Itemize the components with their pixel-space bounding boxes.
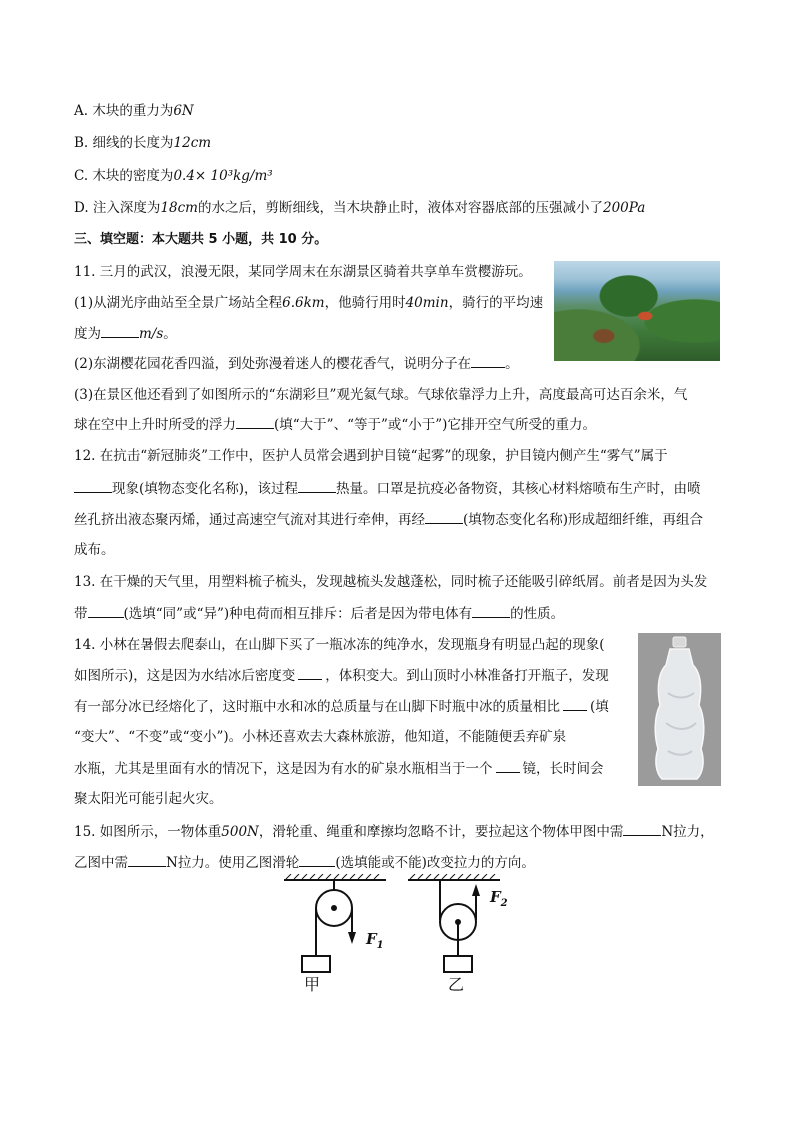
ceiling-right (408, 874, 500, 880)
answer-blank[interactable] (496, 758, 520, 773)
bottle-drawing (638, 633, 721, 786)
answer-blank[interactable] (298, 665, 322, 680)
section-heading: 三、填空题：本大题共 5 小题，共 10 分。 (74, 232, 328, 247)
lake-park-photo (554, 261, 720, 361)
q14-line2: 如图所示)，这是因为水结冰后密度变 ，体积变大。到山顶时小林准备打开瓶子，发现 (74, 665, 609, 686)
arrow-down-icon (348, 932, 356, 944)
q14-line4: “变大”、“不变”或“变小”)。小林还喜欢去大森林旅游，他知道，不能随便丢弃矿泉 (74, 729, 567, 745)
q11-part3: (3)在景区他还看到了如图所示的“东湖彩旦”观光氦气球。气球依靠浮力上升，高度最高可达百余米，气 (74, 387, 688, 403)
weight-block (444, 956, 472, 972)
math-value: 12cm (173, 135, 212, 151)
answer-blank[interactable] (88, 603, 124, 618)
label-jia: 甲 (304, 975, 321, 992)
pulley-figure (282, 874, 522, 992)
answer-blank[interactable] (101, 323, 139, 338)
q13-line2: 带 (选填“同”或“异”)种电荷而相互排斥：后者是因为带电体有 的性质。 (74, 603, 564, 624)
q11-part3-cont: 球在空中上升时所受的浮力 (填“大于”、“等于”或“小于”)它排开空气所受的重力。 (74, 414, 596, 435)
q11-stem: 11. 三月的武汉，浪漫无限，某同学周末在东湖景区骑着共享单车赏樱游玩。 (74, 264, 532, 280)
label-f1: $F_1$ (366, 930, 384, 951)
answer-blank[interactable] (425, 509, 463, 524)
q12-line2: 现象(填物态变化名称)，该过程 热量。口罩是抗疫必备物资，其核心材料熔喷布生产时，由喷 (74, 478, 701, 499)
q12-line1: 12. 在抗击“新冠肺炎”工作中，医护人员常会遇到护目镜“起雾”的现象，护目镜内侧产生“雾气”属于 (74, 448, 668, 464)
label-f2: $F_2$ (490, 888, 508, 909)
frozen-bottle-photo (638, 633, 721, 786)
q13-line1: 13. 在干燥的天气里，用塑料梳子梳头，发现越梳头发越蓬松，同时梳子还能吸引碎纸屑。前者是因为头发 (74, 574, 708, 590)
fixed-pulley (302, 880, 356, 972)
arrow-up-icon (472, 884, 480, 896)
q14-line3: 有一部分冰已经熔化了，这时瓶中水和冰的总质量与在山脚下时瓶中冰的质量相比 (填 (74, 696, 609, 717)
answer-blank[interactable] (472, 603, 510, 618)
q11-part1: (1)从湖光序曲站至全景广场站全程6.6km，他骑行用时40min，骑行的平均速 (74, 295, 544, 311)
option-c: C. 木块的密度为0.4× 10³kg/m³ (74, 168, 273, 184)
q14-line6: 聚太阳光可能引起火灾。 (74, 791, 223, 807)
label-yi: 乙 (448, 975, 465, 992)
math-value: 6N (173, 103, 194, 119)
movable-pulley (440, 880, 480, 972)
option-b: B. 细线的长度为12cm (74, 135, 212, 151)
option-a: A. 木块的重力为6N (74, 103, 194, 119)
answer-blank[interactable] (299, 852, 335, 867)
q12-line3: 丝孔挤出液态聚丙烯，通过高速空气流对其进行牵伸，再经 (填物态变化名称)形成超细纤维，再组合 (74, 509, 703, 530)
option-d: D. 注入深度为18cm的水之后，剪断细线，当木块静止时，液体对容器底部的压强减小了200Pa (74, 200, 646, 216)
ceiling-left (284, 874, 386, 880)
math-value: 0.4× 10³kg/m³ (173, 168, 273, 184)
weight-block (302, 956, 330, 972)
answer-blank[interactable] (128, 852, 166, 867)
answer-blank[interactable] (623, 821, 661, 836)
answer-blank[interactable] (298, 478, 336, 493)
q15-line2: 乙图中需 N拉力。使用乙图滑轮 (选填能或不能)改变拉力的方向。 (74, 852, 535, 873)
answer-blank[interactable] (563, 696, 587, 711)
q14-line1: 14. 小林在暑假去爬泰山，在山脚下买了一瓶冰冻的纯净水，发现瓶身有明显凸起的现象( (74, 637, 605, 653)
q14-line5: 水瓶，尤其是里面有水的情况下，这是因为有水的矿泉水瓶相当于一个 镜，长时间会 (74, 758, 604, 779)
answer-blank[interactable] (471, 353, 505, 368)
q11-part1-cont: 度为 m/s。 (74, 323, 177, 344)
q12-line4: 成布。 (74, 542, 115, 558)
q11-part2: (2)东湖樱花园花香四溢，到处弥漫着迷人的樱花香气，说明分子在 。 (74, 353, 519, 374)
q15-line1: 15. 如图所示，一物体重500N，滑轮重、绳重和摩擦均忽略不计，要拉起这个物体甲图中需 N拉力， (74, 821, 714, 842)
answer-blank[interactable] (74, 478, 112, 493)
answer-blank[interactable] (236, 414, 274, 429)
